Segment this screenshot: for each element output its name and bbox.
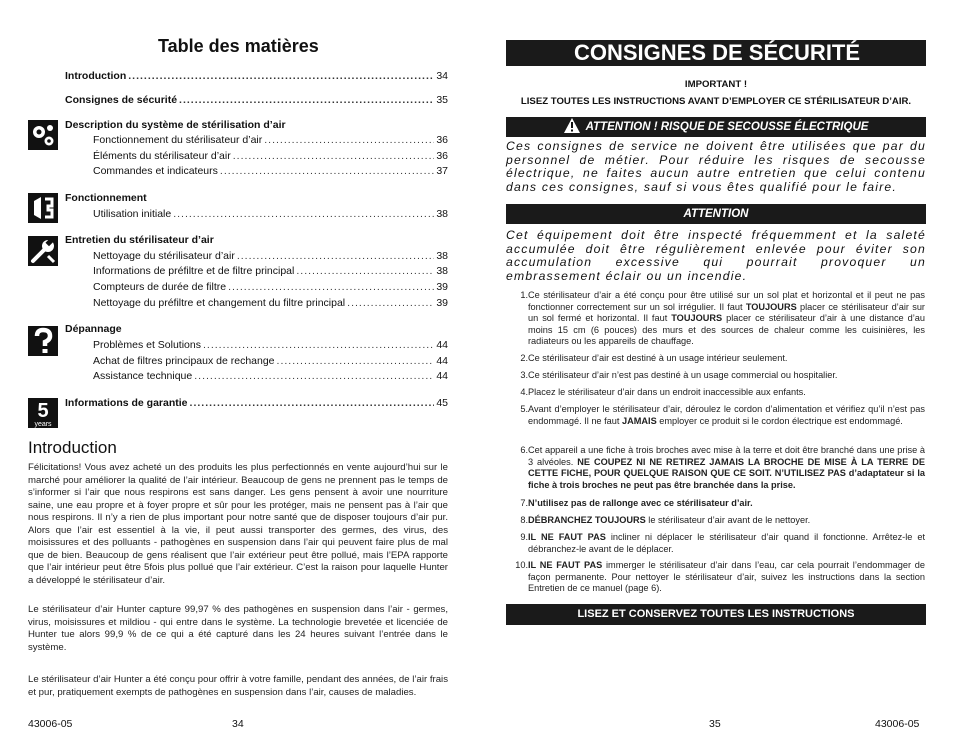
svg-text:5: 5 [37, 400, 49, 422]
toc-entry-introduction[interactable]: Introduction ..... 34 [65, 70, 448, 82]
important-heading: IMPORTANT ! [684, 79, 748, 90]
attention-bar: ATTENTION [506, 204, 926, 224]
gear-icon [28, 120, 58, 150]
footer-page-number: 35 [709, 718, 721, 730]
five-years-warranty-icon [28, 398, 58, 428]
toc-heading-fonctionnement[interactable]: Fonctionnement [65, 192, 147, 204]
toc-entry[interactable]: Informations de préfiltre et de filtre principal ..... 38 [93, 265, 448, 277]
warning-triangle-icon [564, 118, 580, 133]
toc-entry-garantie[interactable]: Informations de garantie ..... 45 [65, 397, 448, 409]
toc-entry-consignes[interactable]: Consignes de sécurité ..... 35 [65, 94, 448, 106]
intro-paragraph: Le stérilisateur d’air Hunter capture 99,97 % des pathogènes en suspension dans l’air - germes, virus, moisissures et mildiou - qui entre dans le système. La technologie brevetée et licenciée de Hunter tue alors 99,9 % de ce qui a été capturé dans les 24 heures suivant l’entrée dans le système. [28, 604, 448, 653]
toc-entry[interactable]: Problèmes et Solutions ..... 44 [93, 339, 448, 351]
toc-heading-entretien[interactable]: Entretien du stérilisateur d’air [65, 234, 214, 246]
toc-heading-description[interactable]: Description du système de stérilisation d’air [65, 119, 286, 131]
attention-text: Cet équipement doit être inspecté fréquemment et la saleté accumulée doit être régulièrement enlevée pour éviter son accumulation excessive qui pourrait provoquer un embrassement éclair ou un incendie. [506, 228, 926, 283]
toc-heading-depannage[interactable]: Dépannage [65, 323, 122, 335]
shock-warning-text: Ces consignes de service ne doivent être utilisées que par du personnel de métier. Pour réduire les risques de secousse électrique, ne faites aucun autre entretien que celui contenu dans ces consignes, sauf si vous êtes qualifié pour le faire. [506, 139, 926, 194]
footer-page-number: 34 [232, 718, 244, 730]
svg-text:years: years [34, 421, 52, 428]
toc-entry[interactable]: Commandes et indicateurs ..... 37 [93, 165, 448, 177]
intro-paragraph: Félicitations! Vous avez acheté un des produits les plus perfectionnés en vente aujourd’hui sur le marché pour améliorer la qualité de l’air intérieur. Beaucoup de gens ne prennent pas le temps de s’informer si l’air que nous respirons est sans danger. Les gens pensent à avoir une nourriture saine, une eau propre et à foyer propre et sûr pour les protéger, mais ne pensent pas à l’air que nous respirons. Il n’y a rien de plus important pour notre santé que de disposer toujours d’air pur. Alors que l’air est essentiel à la vie, il peut aussi transporter des germes, des virus, des moisissures et des polluants - pathogènes en suspension dans l’air qui peuvent faire plus de mal que de bien. Beaucoup de gens réalisent que l’air extérieur peut être pollué, mais l’EPA rapporte que l’air intérieur peut être 5fois plus pollué que l’air extérieur. C’est la raison pour laquelle Hunter a développé le stérilisateur d’air. [28, 462, 448, 586]
toc-entry[interactable]: Éléments du stérilisateur d’air ..... 36 [93, 150, 448, 162]
safety-banner: CONSIGNES DE SÉCURITÉ [506, 40, 926, 66]
shock-warning-bar: ATTENTION ! RISQUE DE SECOUSSE ÉLECTRIQUE [506, 117, 926, 137]
toc-entry[interactable]: Compteurs de durée de filtre ..... 39 [93, 281, 448, 293]
important-subheading: LISEZ TOUTES LES INSTRUCTIONS AVANT D’EMPLOYER CE STÉRILISATEUR D’AIR. [520, 96, 912, 107]
right-page [477, 0, 954, 738]
power-switch-icon [28, 193, 58, 223]
toc-entry[interactable]: Fonctionnement du stérilisateur d’air ..... 36 [93, 134, 448, 146]
toc-entry[interactable]: Achat de filtres principaux de rechange ..... 44 [93, 355, 448, 367]
keep-instructions-bar: LISEZ ET CONSERVEZ TOUTES LES INSTRUCTIONS [506, 604, 926, 625]
question-icon [28, 326, 58, 356]
toc-entry[interactable]: Assistance technique ..... 44 [93, 370, 448, 382]
toc-entry[interactable]: Nettoyage du préfiltre et changement du filtre principal ..... 39 [93, 297, 448, 309]
footer-code: 43006-05 [28, 718, 73, 730]
toc-entry[interactable]: Nettoyage du stérilisateur d’air ..... 38 [93, 250, 448, 262]
toc-title: Table des matières [158, 36, 319, 56]
toc-entry[interactable]: Utilisation initiale ..... 38 [93, 208, 448, 220]
intro-title: Introduction [28, 438, 117, 457]
safety-list: 1. Ce stérilisateur d’air a été conçu pour être utilisé sur un sol plat et horizontal et il peut ne pas fonctionner correctement sur un sol irrégulier. Il faut TOUJOURS placer ce stérilisateur d’air sur un sol fermé et horizontal. Il faut TOUJOURS placer ce stérilisateur d’air à une distance d’au moins 15 cm (6 pouces) des murs et des sources de chaleur comme les cuisinières, les radiateurs ou les appareils de chauffage. 2. Ce stérilisateur d’air est destiné à un usage intérieur seulement. 3. Ce stérilisateur d’air n’est pas destiné à un usage commercial ou hospitalier. 4. Placez le stérilisateur d’air dans un endroit inaccessible aux enfants. 5. Avant d’employer le stérilisateur d’air, déroulez le cordon d’alimentation et vérifiez qu’il n’est pas endommagé. Il ne faut JAMAIS employer ce produit si le cordon électrique est endommagé. 6. Cet appareil a une fiche à trois broches avec mise à la terre et doit être branché dans une prise à 3 alvéoles. NE COUPEZ NI NE RETIREZ JAMAIS LA BROCHE DE MISE À LA TERRE DE CETTE FICHE, POUR QUELQUE RAISON QUE CE SOIT. N’UTILISEZ PAS d’adaptateur si la fiche à trois broches ne peut pas être branchée dans la prise. 7. N’utilisez pas de rallonge avec ce stérilisateur d’air. 8. DÉBRANCHEZ TOUJOURS le stérilisateur d’air avant de le nettoyer. 9. IL NE FAUT PAS incliner ni déplacer le stérilisateur d’air quand il fonctionne. Arrêtez-le et débranchez-le avant de le déplacer. 10. IL NE FAUT PAS immerger le stérilisateur d’air dans l’eau, car cela pourrait l’endommager de façon permanente. Pour nettoyer le stérilisateur d’air, suivez les instructions dans la section Entretien de ce manuel (page 6). [515, 290, 925, 593]
wrench-icon [28, 236, 58, 266]
footer-code: 43006-05 [875, 718, 920, 730]
intro-paragraph: Le stérilisateur d’air Hunter a été conçu pour offrir à votre famille, pendant des années, de l’air frais et pur, pratiquement exempts de pathogènes en suspension dans l’air, causes de maladies. [28, 674, 448, 698]
